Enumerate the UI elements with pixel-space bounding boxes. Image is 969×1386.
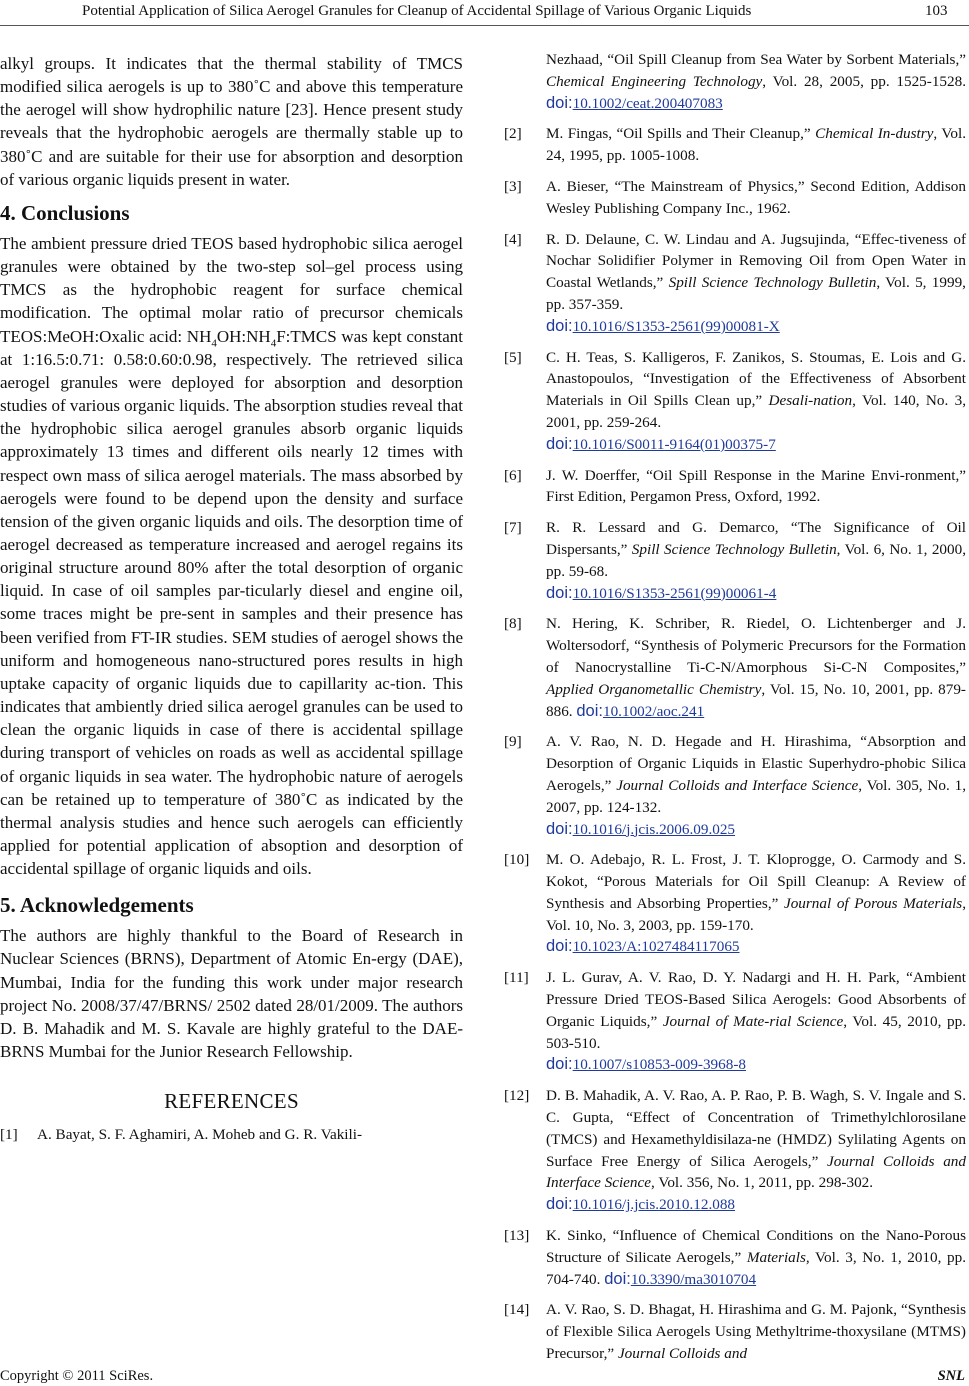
reference-item (504, 465, 966, 509)
references-heading: REFERENCES (164, 1089, 299, 1114)
reference-journal: Desali-nation (768, 392, 853, 410)
reference-text: A. Bayat, S. F. Aghamiri, A. Moheb and G. R. Vakili- (37, 1126, 363, 1144)
reference-number: [3] (504, 177, 522, 195)
reference-number: [6] (504, 466, 522, 484)
doi-value[interactable]: 10.1007/s10853-009-3968-8 (572, 1056, 746, 1074)
doi-prefix: doi: (576, 701, 603, 720)
subscript: 4 (211, 336, 217, 349)
copyright-notice: Copyright © 2011 SciRes. (0, 1368, 154, 1384)
reference-journal: Chemical Engineering Technology (546, 72, 763, 90)
doi-prefix: doi: (546, 434, 573, 453)
doi-prefix: doi: (546, 937, 573, 956)
doi-link[interactable] (546, 1056, 746, 1073)
reference-number: [11] (504, 969, 529, 987)
reference-item (504, 347, 966, 456)
reference-item (504, 1299, 966, 1364)
reference-details: , Vol. 45, 2010, pp. 503-510. (546, 1012, 966, 1052)
reference-number: [1] (0, 1126, 18, 1144)
doi-value[interactable]: 10.1016/S1353-2561(99)00061-4 (572, 584, 777, 602)
doi-value[interactable]: 10.1016/j.jcis.2010.12.088 (572, 1196, 736, 1214)
doi-link[interactable] (546, 318, 780, 335)
conclusions-paragraph (0, 232, 463, 880)
doi-value[interactable]: 10.3390/ma3010704 (630, 1270, 757, 1288)
reference-journal: Journal Colloids and (617, 1345, 748, 1363)
reference-text: N. Hering, K. Schriber, R. Riedel, O. Lichtenberger and J. Woltersodorf, “Synthesis of Polymeric Precursors for the Formation of Nanocrystalline Ti-C-N/Amorphous Si-C-N Composites,” (546, 615, 966, 676)
reference-details: , Vol. 3, No. 1, 2010, pp. 704-740. (546, 1248, 966, 1288)
acknowledgements-paragraph: The authors are highly thankful to the Board of Research in Nuclear Sciences (BRNS), Department of Atomic En-ergy (DAE), Mumbai, India for the funding this work under major research project No. 2008/37/47/BRNS/ 2502 dated 28/01/2009. The authors D. B. Mahadik and M. S. Kavale are highly grateful to the DAE-BRNS Mumbai for the Junior Research Fellowship. (0, 926, 463, 1062)
doi-link[interactable] (546, 95, 723, 112)
reference-number: [13] (504, 1227, 530, 1245)
reference-number: [10] (504, 851, 530, 869)
reference-item (504, 731, 966, 840)
doi-value[interactable]: 10.1023/A:1027484117065 (572, 938, 740, 956)
doi-prefix: doi: (546, 1195, 573, 1214)
left-column (0, 52, 463, 1155)
reference-text: J. L. Gurav, A. V. Rao, D. Y. Nadargi and H. H. Park, “Ambient Pressure Dried TEOS-Based Silica Aerogels: Good Absorbents of Organic Liquids,” (546, 969, 966, 1030)
doi-link[interactable] (546, 938, 740, 955)
reference-text: D. B. Mahadik, A. V. Rao, A. P. Rao, P. B. Wagh, S. V. Ingale and S. C. Gupta, “Effect of Concentration of Trimethylchlorosilane (TMCS) and Hexamethyldisilaza-ne (HMDZ) Sylilating Agents on Surface Free Energy of Silica Aerogels,” (546, 1087, 966, 1170)
reference-text: K. Sinko, “Influence of Chemical Conditions on the Nano-Porous Structure of Silicate Aerogels,” (546, 1227, 966, 1266)
reference-details: , Vol. 5, 1999, pp. 357-359. (546, 274, 966, 313)
doi-value[interactable]: 10.1016/S1353-2561(99)00081-X (572, 317, 780, 335)
reference-text: M. O. Adebajo, R. L. Frost, J. T. Kloprogge, O. Carmody and S. Kokot, “Porous Materials for Oil Spill Cleanup: A Review of Synthesis and Absorbing Properties,” (546, 851, 966, 912)
reference-details: , Vol. 140, No. 3, 2001, pp. 259-264. (546, 392, 966, 431)
references-list (504, 51, 967, 1374)
reference-item (504, 176, 966, 220)
intro-paragraph: alkyl groups. It indicates that the thermal stability of TMCS modified silica aerogels is up to 380˚C and above this temperature the aerogel will show hydrophilic nature [23]. Hence present study reveals that the hydrophobic aerogels are thermally stable up to 380˚C and are suitable for their use for absorption and desorption of various organic liquids present in water. (0, 54, 463, 189)
reference-journal: Chemical In-dustry (815, 125, 934, 143)
reference-details: , Vol. 10, No. 3, 2003, pp. 159-170. (546, 894, 967, 934)
acknowledgements-heading: 5. Acknowledgements (0, 893, 194, 918)
doi-prefix: doi: (546, 819, 573, 838)
reference-text: R. R. Lessard and G. Demarco, “The Significance of Oil Dispersants,” (546, 519, 966, 558)
reference-journal: Spill Science Technology Bulletin (668, 274, 877, 292)
journal-abbrev: SNL (937, 1368, 965, 1384)
reference-details: , Vol. 28, 2005, pp. 1525-1528. (762, 72, 966, 90)
reference-text: R. D. Delaune, C. W. Lindau and A. Jugsujinda, “Effec-tiveness of Nochar Solidifier Polymer in Removing Oil from Open Water in Coastal Wetlands,” (546, 230, 966, 292)
doi-prefix: doi: (546, 1055, 573, 1074)
reference-item (504, 613, 966, 722)
reference-text: J. W. Doerffer, “Oil Spill Response in the Marine Envi-ronment,” First Edition, Pergamon Press, Oxford, 1992. (546, 466, 966, 506)
page-number: 103 (925, 3, 948, 19)
reference-item (504, 1085, 966, 1216)
doi-link[interactable] (604, 1271, 756, 1288)
reference-text: C. H. Teas, S. Kalligeros, F. Zanikos, S. Stoumas, E. Lois and G. Anastopoulos, “Investigation of the Effectiveness of Absorbent Materials in Oil Spills Clean up,” (546, 348, 966, 410)
reference-details: , Vol. 356, No. 1, 2011, pp. 298-302. (651, 1174, 874, 1192)
doi-link[interactable] (546, 821, 735, 838)
conclusions-text-2: OH:NH (216, 326, 271, 346)
reference-number: [4] (504, 230, 522, 248)
doi-prefix: doi: (546, 316, 573, 335)
reference-number: [14] (504, 1301, 530, 1319)
doi-link[interactable] (546, 436, 776, 453)
reference-item (504, 967, 966, 1076)
reference-number: [8] (504, 615, 522, 633)
header-rule (0, 25, 969, 26)
reference-journal: Journal Colloids and Interface Science (616, 776, 859, 794)
reference-text: A. V. Rao, N. D. Hegade and H. Hirashima, “Absorption and Desorption of Organic Liquids in Elastic Superhydro-phobic Silica Aerogels,” (546, 733, 966, 794)
reference-number: [12] (504, 1087, 530, 1105)
conclusions-text-3: F:TMCS was kept constant at 1:16.5:0.71: 0.58:0.60:0.98, respectively. The retrieved silica aerogel granules were deployed for absorption and desorption studies of various organic liquids. The absorption studies reveal that the hydrophobic silica aerogel granules absorb organic liquids approximately 13 times and different oils nearly 12 times with respect own mass of silica aerogel materials. The mass absorbed by aerogels were found to be depend upon the density and surface tension of the given organic liquids and oils. The desorption time of aerogel decreased as temperature increased and aerogel regains its original structure around 80% after the total desorption of organic liquid. In case of oil samples par-ticularly diesel and engine oil, some traces might be pre-sent in samples and their presence has been verified from FT-IR studies. SEM studies of aerogel shows the uniform and homogeneous nano-structured pores results in high uptake capacity of organic liquids due to capillarity ac-tion. This indicates that ambiently dried silica aerogel granules can be used to clean the organic liquids in case of there is accidental spillage during transport of vehicles on roads as well as accidental spillage of organic liquids in sea water. The hydrophobic nature of aerogels can be retained up to temperature of 380˚C as indicated by the thermal analysis studies and hence such aerogels can efficiently applied for potential application of absoption and desorption of accidental spillage of organic liquids and oils. (0, 326, 464, 879)
reference-text: M. Fingas, “Oil Spills and Their Cleanup,” (546, 125, 816, 143)
reference-details: , Vol. 15, No. 10, 2001, pp. 879-886. (546, 680, 966, 720)
doi-value[interactable]: 10.1002/aoc.241 (602, 702, 705, 720)
reference-journal: Journal of Porous Materials (783, 894, 963, 912)
doi-prefix: doi: (546, 93, 573, 112)
reference-details: , Vol. 305, No. 1, 2007, pp. 124-132. (546, 776, 966, 816)
doi-link[interactable] (546, 585, 776, 602)
reference-journal: Journal Colloids and Interface Science (546, 1152, 966, 1192)
reference-item (504, 849, 967, 958)
reference-number: [7] (504, 519, 522, 537)
conclusions-heading: 4. Conclusions (0, 200, 130, 225)
doi-prefix: doi: (604, 1269, 631, 1288)
reference-item (504, 517, 966, 604)
reference-journal: Materials (746, 1248, 806, 1266)
reference-details: , Vol. 24, 1995, pp. 1005-1008. (546, 125, 966, 165)
conclusions-text-1: The ambient pressure dried TEOS based hydrophobic silica aerogel granules were obtained by the two-step sol–gel process using TMCS as the hydrophobic reagent for surface chemical modification. The optimal molar ratio of precursor chemicals TEOS:MeOH:Oxalic acid: NH (0, 233, 463, 346)
doi-value[interactable]: 10.1016/j.jcis.2006.09.025 (572, 820, 736, 838)
doi-link[interactable] (546, 1196, 735, 1213)
reference-text: A. Bieser, “The Mainstream of Physics,” Second Edition, Addison Wesley Publishing Company Inc., 1962. (546, 177, 966, 217)
reference-journal: Journal of Mate-rial Science (662, 1012, 844, 1030)
running-title: Potential Application of Silica Aerogel Granules for Cleanup of Accidental Spillage of Various Organic Liquids (82, 3, 752, 19)
reference-item (504, 123, 966, 167)
reference-number: [5] (504, 348, 522, 366)
reference-text: Nezhaad, “Oil Spill Cleanup from Sea Water by Sorbent Materials,” (546, 51, 966, 68)
reference-text: A. V. Rao, S. D. Bhagat, H. Hirashima and G. M. Pajonk, “Synthesis of Flexible Silica Aerogels Using Methyltrime-thoxysilane (MTMS) Precursor,” (546, 1301, 966, 1363)
running-header (0, 0, 969, 30)
doi-link[interactable] (576, 703, 704, 720)
reference-item (507, 49, 966, 114)
reference-item (504, 1225, 966, 1290)
subscript: 4 (270, 336, 277, 349)
reference-number: [9] (504, 733, 522, 751)
reference-journal: Applied Organometallic Chemistry (546, 680, 762, 698)
doi-value[interactable]: 10.1016/S0011-9164(01)00375-7 (572, 435, 776, 453)
doi-value[interactable]: 10.1002/ceat.200407083 (572, 94, 723, 112)
reference-details: , Vol. 6, No. 1, 2000, pp. 59-68. (546, 540, 966, 580)
reference-number: [2] (504, 125, 522, 143)
reference-item (0, 1124, 463, 1146)
reference-journal: Spill Science Technology Bulletin (631, 540, 837, 558)
reference-item (504, 229, 966, 338)
doi-prefix: doi: (546, 583, 573, 602)
